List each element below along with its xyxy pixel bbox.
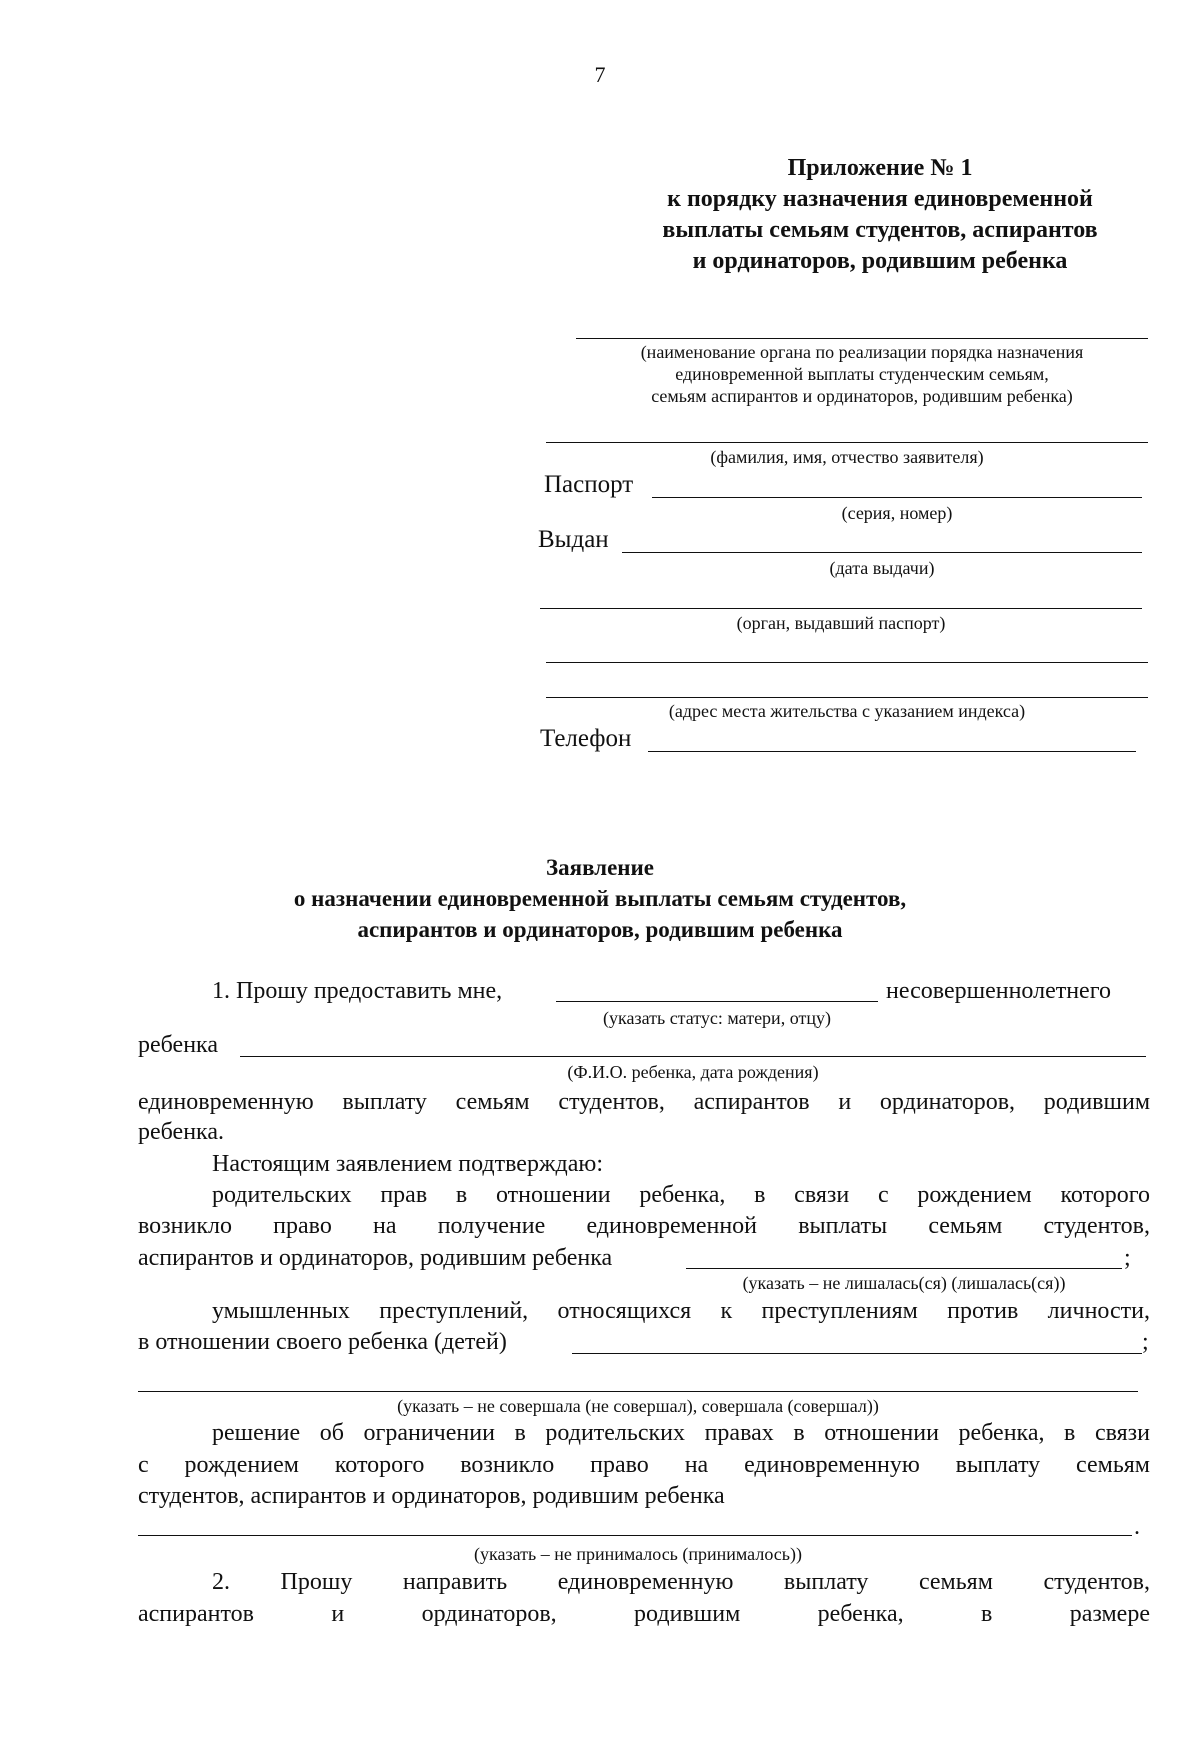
crimes-field-line1[interactable] (572, 1353, 1142, 1354)
p1-continuation: единовременную выплату семьям студентов, аспирантов и ординаторов, родившим (138, 1089, 1150, 1115)
p2-word: размере (1069, 1601, 1150, 1627)
rights-caption: (указать – не лишалась(ся) (лишалась(ся)) (742, 1273, 1066, 1293)
applicant-name-caption: (фамилия, имя, отчество заявителя) (710, 447, 984, 467)
p2-line1 (212, 1567, 1150, 1597)
p2-word: и (331, 1601, 345, 1627)
restriction-text: решение об ограничении в родительских правах в отношении ребенка, в связи (212, 1420, 1150, 1446)
appendix-line: выплаты семьям студентов, аспирантов (662, 217, 1098, 243)
issued-label: Выдан (538, 526, 609, 553)
address-field-line1[interactable] (546, 662, 1148, 663)
statement-title (0, 852, 1200, 945)
p2-word: Прошу (280, 1569, 353, 1595)
issued-date-caption: (дата выдачи) (829, 558, 935, 578)
crimes-text: умышленных преступлений, относящихся к преступлениям против личности, (212, 1298, 1150, 1324)
p2-word: семьям (918, 1569, 993, 1595)
p2-word: 2. (212, 1569, 230, 1595)
phone-field[interactable] (648, 751, 1136, 752)
organ-caption-line: единовременной выплаты студенческим семьям, (675, 364, 1049, 384)
issuer-caption: (орган, выдавший паспорт) (736, 613, 946, 633)
restriction-period: . (1134, 1514, 1140, 1540)
child-label: ребенка (138, 1032, 218, 1058)
passport-caption: (серия, номер) (841, 503, 953, 523)
statement-heading: Заявление (545, 855, 655, 880)
applicant-name-field[interactable] (546, 442, 1148, 443)
passport-field[interactable] (652, 497, 1142, 498)
crimes-caption: (указать – не совершала (не совершал), совершала (совершал)) (397, 1396, 879, 1416)
p1-end-text: несовершеннолетнего (886, 978, 1111, 1004)
confirm-text: Настоящим заявлением подтверждаю: (212, 1151, 603, 1177)
crimes-semicolon: ; (1142, 1329, 1149, 1355)
rights-text: возникло право на получение единовременной выплаты семьям студентов, (138, 1213, 1150, 1239)
appendix-header (620, 153, 1140, 277)
rights-text: родительских прав в отношении ребенка, в связи с рождением которого (212, 1182, 1150, 1208)
p2-word: родившим (634, 1601, 741, 1627)
passport-label: Паспорт (544, 471, 634, 498)
p2-word: студентов, (1043, 1569, 1150, 1595)
organ-caption (576, 341, 1148, 407)
p1-continuation-end: ребенка. (138, 1119, 224, 1145)
child-info-caption: (Ф.И.О. ребенка, дата рождения) (567, 1062, 819, 1082)
p2-word: ординаторов, (421, 1601, 557, 1627)
appendix-title: Приложение № 1 (787, 155, 973, 181)
page-number: 7 (594, 62, 606, 87)
p2-word: ребенка, (817, 1601, 904, 1627)
crimes-text: в отношении своего ребенка (детей) (138, 1329, 507, 1355)
issued-date-field[interactable] (622, 552, 1142, 553)
rights-semicolon: ; (1124, 1245, 1131, 1271)
organ-caption-line: (наименование органа по реализации порядка назначения (640, 342, 1084, 362)
statement-subheading: о назначении единовременной выплаты семьям студентов, (293, 886, 907, 911)
restriction-field[interactable] (138, 1535, 1132, 1536)
rights-field[interactable] (686, 1268, 1122, 1269)
crimes-field-line2[interactable] (138, 1391, 1138, 1392)
address-caption: (адрес места жительства с указанием индекса) (668, 701, 1026, 721)
appendix-line: к порядку назначения единовременной (667, 186, 1093, 212)
p2-word: в (980, 1601, 993, 1627)
phone-label: Телефон (540, 725, 632, 752)
issuer-field[interactable] (540, 608, 1142, 609)
rights-text: аспирантов и ординаторов, родившим ребенка (138, 1245, 613, 1271)
p2-line2 (138, 1599, 1150, 1629)
status-caption: (указать статус: матери, отцу) (603, 1008, 831, 1028)
p2-word: направить (402, 1569, 508, 1595)
p2-word: аспирантов (138, 1601, 254, 1627)
child-info-field[interactable] (240, 1056, 1146, 1057)
parent-status-field[interactable] (556, 1001, 878, 1002)
restriction-caption: (указать – не принималось (принималось)) (474, 1544, 802, 1564)
address-field-line2[interactable] (546, 697, 1148, 698)
restriction-text: студентов, аспирантов и ординаторов, родившим ребенка (138, 1483, 725, 1509)
appendix-line: и ординаторов, родившим ребенка (692, 248, 1068, 274)
statement-subheading: аспирантов и ординаторов, родившим ребенка (357, 917, 843, 942)
organ-name-field[interactable] (576, 338, 1148, 339)
p1-start-text: 1. Прошу предоставить мне, (212, 978, 503, 1004)
restriction-text: с рождением которого возникло право на единовременную выплату семьям (138, 1452, 1150, 1478)
organ-caption-line: семьям аспирантов и ординаторов, родившим ребенка) (651, 386, 1073, 406)
p2-word: единовременную (557, 1569, 734, 1595)
p2-word: выплату (783, 1569, 869, 1595)
